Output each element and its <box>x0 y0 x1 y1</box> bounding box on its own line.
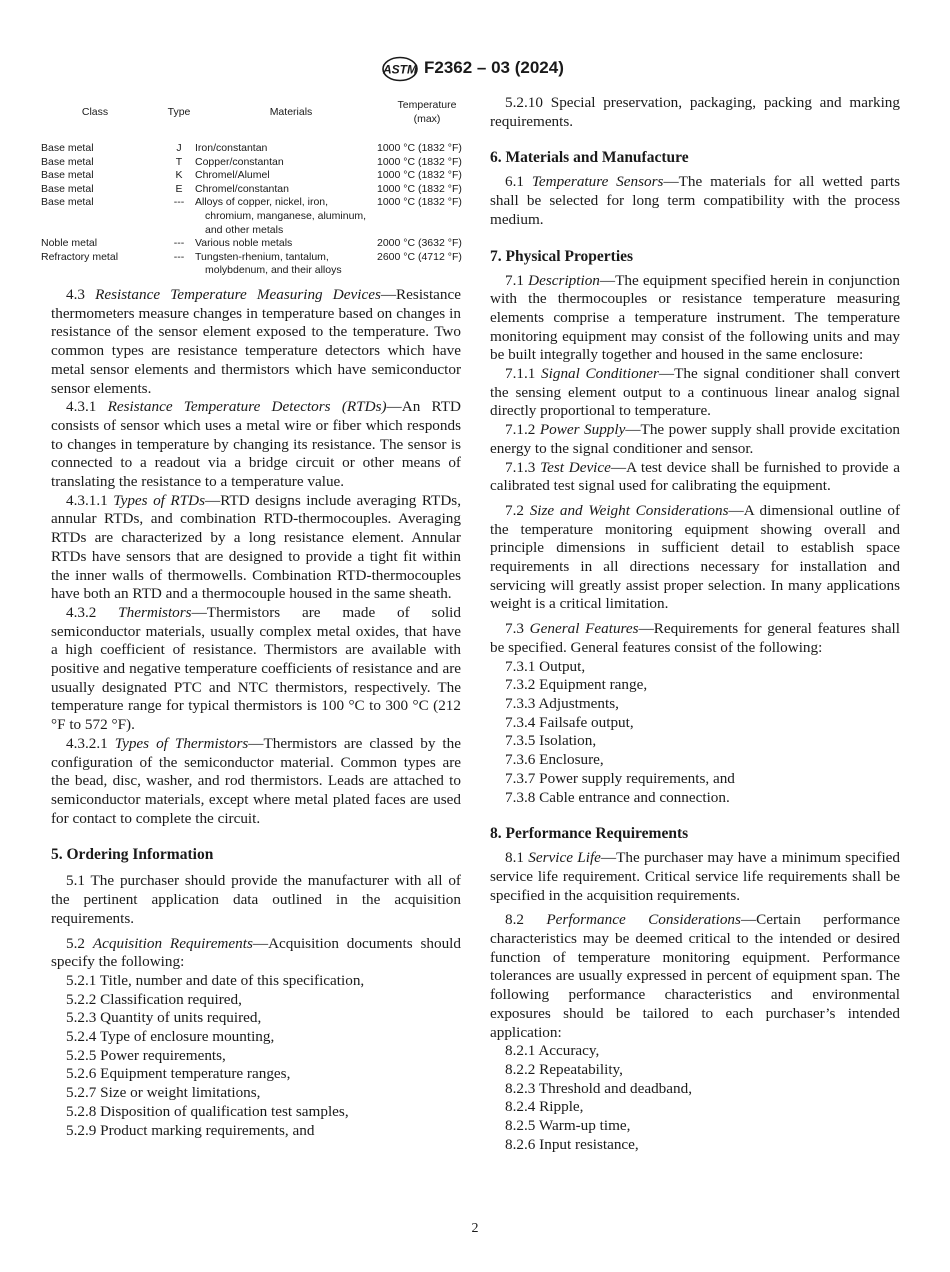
left-column <box>51 286 461 1140</box>
document-id: F2362 – 03 (2024) <box>424 58 564 77</box>
table-row <box>51 237 477 251</box>
header-materials: Materials <box>269 106 313 119</box>
cell-class: Base metal <box>41 196 94 209</box>
cell-class: Refractory metal <box>41 250 119 263</box>
cell-materials: Various noble metals <box>195 237 293 250</box>
table-row <box>51 183 477 197</box>
cell-temperature: 1000 °C (1832 °F) <box>377 196 462 209</box>
list-item: 5.2.5 Power requirements, <box>66 1046 226 1064</box>
cell-materials: Chromel/constantan <box>195 182 289 195</box>
list-5-2 <box>51 972 461 1140</box>
section-7-1: 7.1 Description—The equipment specified herein in conjunction with the thermocouples or resistance temperature measuring elements comprise a temperature instrument. The temperature monitoring equipment may consist of the following units and may be built integrally together and housed in the same enclosure: <box>490 271 900 364</box>
heading-section-6: 6. Materials and Manufacture <box>490 149 689 167</box>
cell-temperature: 1000 °C (1832 °F) <box>377 182 462 195</box>
list-item: 5.2.4 Type of enclosure mounting, <box>66 1028 275 1046</box>
cell-materials: Iron/constantan <box>195 142 268 154</box>
list-item: 8.2.3 Threshold and deadband, <box>505 1079 692 1097</box>
cell-type: T <box>175 155 183 168</box>
list-item: 7.3.8 Cable entrance and connection. <box>505 788 730 806</box>
svg-text:ASTM: ASTM <box>383 62 417 77</box>
section-7-1-1: 7.1.1 Signal Conditioner—The signal conditioner shall convert the sensing element output to a continuous linear analog signal directly proportional to temperature. <box>490 365 901 420</box>
astm-logo-icon <box>381 56 419 82</box>
cell-class: Base metal <box>41 155 94 168</box>
cell-temperature: 1000 °C (1832 °F) <box>377 155 462 168</box>
cell-temperature: 2600 °C (4712 °F) <box>377 250 462 263</box>
cell-temperature: 1000 °C (1832 °F) <box>377 142 462 154</box>
cell-materials: Alloys of copper, nickel, iron, chromium, manganese, aluminum, and other metals <box>195 196 367 236</box>
section-4-3-1-1: 4.3.1.1 Types of RTDs—RTD designs include averaging RTDs, annular RTDs, and combination RTD-thermocouples. Averaging RTDs are characterized by a long resistance element. Annular RTDs have sensors that are designed to provide a tight fit within the inner walls of thermowells. Combination RTD-thermocouples have both an RTD and a thermocouple housed in the same sheath. <box>51 491 461 603</box>
cell-temperature: 1000 °C (1832 °F) <box>377 169 462 182</box>
cell-class: Base metal <box>41 169 94 182</box>
cell-materials: Chromel/Alumel <box>195 169 270 182</box>
list-item: 5.2.7 Size or weight limitations, <box>66 1084 261 1102</box>
table-row <box>51 169 477 183</box>
section-8-1: 8.1 Service Life—The purchaser may have a minimum specified service life requirement. Critical service life requirements shall be specified in the acquisition requirements. <box>490 849 900 904</box>
cell-materials: Tungsten-rhenium, tantalum, molybdenum, and their alloys <box>195 250 342 277</box>
heading-section-5: 5. Ordering Information <box>51 846 214 864</box>
list-item: 8.2.6 Input resistance, <box>505 1135 639 1153</box>
cell-type: --- <box>173 237 185 250</box>
list-item: 8.2.1 Accuracy, <box>505 1042 600 1060</box>
section-7-3: 7.3 General Features—Requirements for general features shall be specified. General features consist of the following: <box>490 620 900 656</box>
list-item: 7.3.1 Output, <box>505 657 586 675</box>
table-row <box>51 142 477 156</box>
list-item: 7.3.6 Enclosure, <box>505 751 604 769</box>
section-6-1: 6.1 Temperature Sensors—The materials for all wetted parts shall be selected for long term compatibility with the process medium. <box>490 173 901 228</box>
table-header-row <box>51 98 477 128</box>
table-spacer <box>51 128 477 142</box>
cell-type: E <box>175 182 183 195</box>
section-4-3-1: 4.3.1 Resistance Temperature Detectors (RTDs)—An RTD consists of sensor which uses a metal wire or fiber which responds to changes in temperature by changing its resistance. The sensor is connected to a readout via a bridge circuit or other means of translating the resistance to a temperature value. <box>51 398 461 491</box>
list-item: 7.3.3 Adjustments, <box>505 694 619 712</box>
section-8-2: 8.2 Performance Considerations—Certain performance characteristics may be deemed critical to the intended or desired function of temperature monitoring equipment. Performance tolerances are usually expressed in percent of equipment span. The following performance characteristics and environmental exposures should be tailored to each purchaser’s intended application: <box>490 911 900 1041</box>
list-item: 7.3.5 Isolation, <box>505 732 597 750</box>
list-8-2 <box>490 1042 900 1154</box>
section-4-3-2-1: 4.3.2.1 Types of Thermistors—Thermistors are classed by the configuration of the semiconductor material. Common types are the bead, disc, washer, and rod thermistors. Leads are attached to semiconductor materials, except where metal plated faces are used for contact to complete the circuit. <box>51 734 461 827</box>
header-temperature: Temperature (max) <box>397 99 457 125</box>
list-7-3 <box>490 658 900 808</box>
section-7-1-3: 7.1.3 Test Device—A test device shall be furnished to provide a calibrated test signal used for calibrating the equipment. <box>490 458 900 495</box>
list-item: 8.2.4 Ripple, <box>505 1098 584 1116</box>
list-item: 5.2.3 Quantity of units required, <box>66 1009 262 1027</box>
section-4-3: 4.3 Resistance Temperature Measuring Devices—Resistance thermometers measure changes in temperature based on changes in resistance of the sensor element exposed to the temperature. Two common types are resistance temperature detectors which have metal sensor elements and thermistors which have semiconductor sensor elements. <box>51 286 461 397</box>
cell-class: Noble metal <box>41 237 98 250</box>
list-item: 5.2.9 Product marking requirements, and <box>66 1121 315 1139</box>
section-5-2-10: 5.2.10 Special preservation, packaging, packing and marking requirements. <box>490 94 900 130</box>
section-7-1-2: 7.1.2 Power Supply—The power supply shall provide excitation energy to the signal conditioner and sensor. <box>490 421 901 457</box>
header-type: Type <box>167 106 191 119</box>
cell-type: J <box>176 142 182 154</box>
right-column <box>490 94 900 1154</box>
list-item: 7.3.2 Equipment range, <box>505 676 648 694</box>
cell-class: Base metal <box>41 142 94 154</box>
header-class: Class <box>81 106 109 119</box>
heading-section-8: 8. Performance Requirements <box>490 825 689 843</box>
page-number: 2 <box>471 1221 479 1236</box>
cell-temperature: 2000 °C (3632 °F) <box>377 237 462 250</box>
page-header <box>0 56 950 86</box>
table-row <box>51 251 477 278</box>
table-row <box>51 156 477 170</box>
list-item: 7.3.4 Failsafe output, <box>505 713 634 731</box>
heading-section-7: 7. Physical Properties <box>490 247 634 265</box>
table-row <box>51 196 477 237</box>
list-item: 5.2.8 Disposition of qualification test samples, <box>66 1102 349 1120</box>
list-item: 5.2.6 Equipment temperature ranges, <box>66 1065 291 1083</box>
list-item: 5.2.2 Classification required, <box>66 990 242 1008</box>
section-5-2: 5.2 Acquisition Requirements—Acquisition documents should specify the following: <box>51 934 461 971</box>
list-item: 8.2.2 Repeatability, <box>505 1060 623 1078</box>
cell-materials: Copper/constantan <box>195 155 284 168</box>
cell-type: --- <box>173 250 185 263</box>
list-item: 8.2.5 Warm-up time, <box>505 1117 631 1135</box>
section-7-2: 7.2 Size and Weight Considerations—A dimensional outline of the temperature monitoring equipment showing overall and principle dimensions in sufficient detail to establish space requirements in all directions necessary for installation and servicing will greatly assist proper selection. In many applications weight is a critical limitation. <box>490 501 900 613</box>
list-item: 7.3.7 Power supply requirements, and <box>505 769 735 787</box>
materials-table <box>41 98 477 278</box>
cell-type: --- <box>173 196 185 209</box>
section-4-3-2: 4.3.2 Thermistors—Thermistors are made of solid semiconductor materials, usually complex metal oxides, that have a high coefficient of resistance. Thermistors are available with positive and negative temperature coefficients of resistance and are usually designated PTC and NTC thermistors, respectively. The temperature range for typical thermistors is 100 °C to 300 °C (212 °F to 572 °F). <box>51 603 461 734</box>
cell-type: K <box>175 169 183 182</box>
list-item: 5.2.1 Title, number and date of this specification, <box>66 971 365 989</box>
cell-class: Base metal <box>41 182 94 195</box>
section-5-1: 5.1 The purchaser should provide the manufacturer with all of the pertinent application data outlined in the acquisition requirements. <box>51 872 461 927</box>
